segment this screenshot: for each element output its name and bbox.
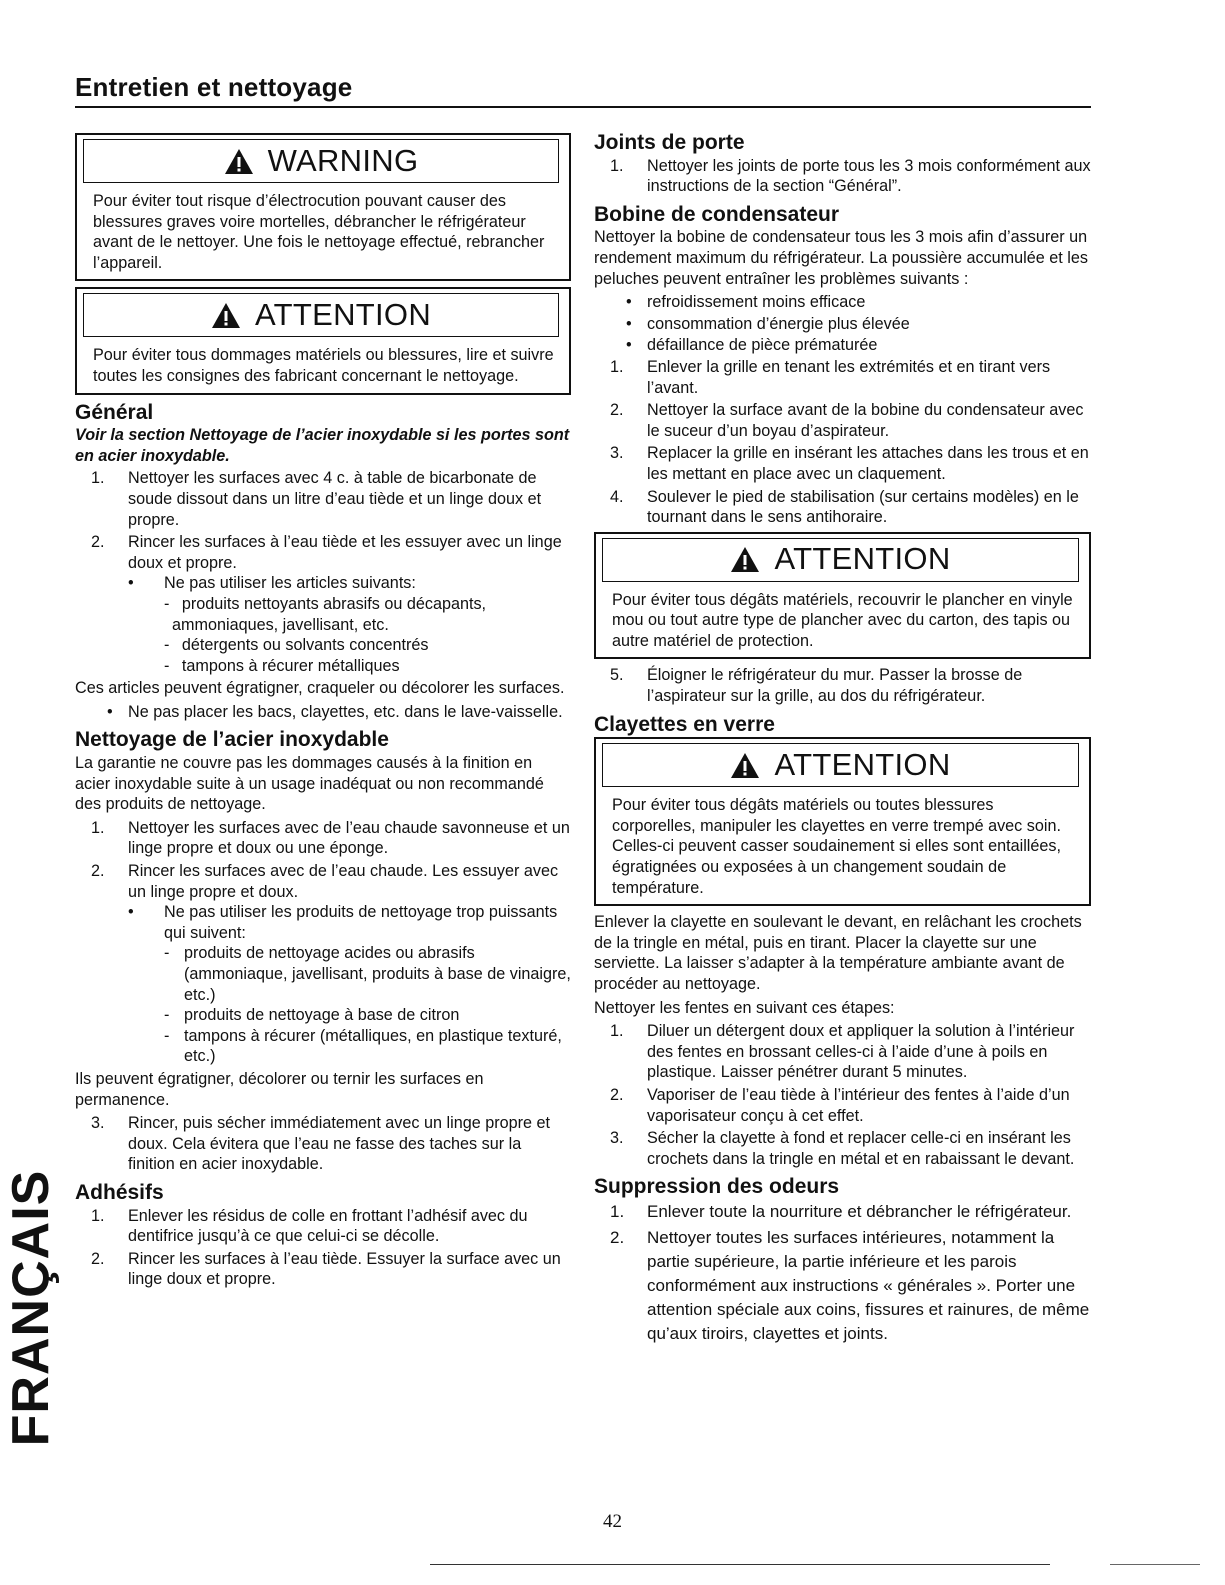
condenser-steps (594, 357, 1091, 528)
list-item (75, 468, 571, 530)
warning-text: Pour éviter tout risque d’électrocution pouvant causer des blessures graves voire mortelles, débrancher le réfrigérateur avant de le nettoyer. Une fois le nettoyage effectué, rebrancher l’appareil. (93, 192, 545, 272)
language-label: FRANÇAIS (2, 1169, 60, 1446)
glass-shelves-steps (594, 1021, 1091, 1169)
list-item (594, 487, 1091, 528)
dash-item: - tampons à récurer métalliques (164, 656, 571, 677)
dash-item: - produits de nettoyage à base de citron (164, 1005, 571, 1026)
warning-triangle-icon (730, 752, 760, 779)
attention-text: Pour éviter tous dégâts matériels, recouvrir le plancher en vinyle mou ou tout autre type de plancher avec du carton, des tapis ou autre matériel de protection. (612, 590, 1073, 650)
dash-item: - détergents ou solvants concentrés (164, 635, 571, 656)
step-number: 2. (610, 1227, 625, 1247)
step-number: 2. (610, 1085, 624, 1104)
attention-box-glass (594, 737, 1091, 906)
general-steps (75, 468, 571, 676)
section-heading-stainless: Nettoyage de l’acier inoxydable (75, 728, 389, 752)
step-text: Nettoyer les surfaces avec de l’eau chaude savonneuse et un linge propre et doux ou une éponge. (128, 818, 570, 858)
stainless-steps-continued (75, 1113, 571, 1175)
step-text: Nettoyer les joints de porte tous les 3 mois conformément aux instructions de la section “Général”. (647, 156, 1091, 196)
page-number: 42 (603, 1511, 622, 1532)
footer-mark (1110, 1564, 1200, 1565)
bullet-item: • défaillance de pièce prématurée (594, 335, 1091, 356)
attention-label: ATTENTION (774, 541, 951, 577)
list-item (594, 1200, 1091, 1224)
header-rule (75, 106, 1091, 108)
bullet-item (128, 573, 571, 676)
attention-text: Pour éviter tous dégâts matériels ou toutes blessures corporelles, manipuler les clayettes en verre trempé avec soin. Celles-ci peuvent casser soudainement si elles sont entaillées, égratignées ou exposées à un changement soudain de température. (612, 796, 1061, 897)
warning-triangle-icon (224, 148, 254, 175)
list-item (594, 665, 1091, 706)
step-text: Vaporiser de l’eau tiède à l’intérieur des fentes à l’aide d’un vaporisateur conçu à cet effet. (647, 1085, 1070, 1125)
step-text: Nettoyer toutes les surfaces intérieures, notamment la partie supérieure, la partie inférieure et les parois conformément aux instructions « générales ». Porter une attention spéciale aux coins, fissures et rainures, de même qu’aux tiroirs, clayettes et joints. (647, 1227, 1090, 1343)
list-item (75, 861, 571, 1067)
step-text: Replacer la grille en insérant les attaches dans les trous et en les mettant en place avec un claquement. (647, 444, 1089, 483)
step-number: 2. (91, 1249, 105, 1268)
step-text: Soulever le pied de stabilisation (sur certains modèles) en le tournant dans le sens antihoraire. (647, 487, 1079, 527)
section-heading-adhesives: Adhésifs (75, 1180, 164, 1204)
attention-box-floor (594, 532, 1091, 660)
list-item (75, 1113, 571, 1175)
page-title: Entretien et nettoyage (75, 72, 353, 102)
left-column (75, 133, 571, 1292)
glass-shelves-intro2: Nettoyer les fentes en suivant ces étapes: (594, 998, 895, 1017)
attention-label: ATTENTION (774, 746, 951, 782)
condenser-intro: Nettoyer la bobine de condensateur tous les 3 mois afin d’assurer un rendement maximum du réfrigérateur. La poussière accumulée et les peluches peuvent entraîner les problèmes suivants : (594, 228, 1088, 288)
step-number: 1. (610, 1201, 625, 1221)
warning-box-title (83, 139, 559, 183)
dash-item: - produits de nettoyage acides ou abrasifs (ammoniaque, javellisant, produits à base de vinaigre, etc.) (164, 943, 571, 1005)
list-item (594, 443, 1091, 484)
stainless-steps (75, 818, 571, 1067)
bullet-item (128, 902, 571, 1067)
page-header (75, 72, 1091, 103)
glass-shelves-intro: Enlever la clayette en soulevant le devant, en relâchant les crochets de la tringle en métal, puis en tirant. Placer la clayette sur une serviette. La laisser s’adapter à la température ambiante avant de procéder au nettoyage. (594, 913, 1082, 993)
step-text: Rincer les surfaces à l’eau tiède et les essuyer avec un linge doux et propre. (128, 533, 562, 572)
bullet-text: Ne pas utiliser les produits de nettoyage trop puissants qui suivent: (164, 903, 558, 942)
bullet-item: • refroidissement moins efficace (594, 292, 1091, 313)
stainless-intro: La garantie ne couvre pas les dommages causés à la finition en acier inoxydable suite à un usage inadéquat ou non recommandé des produits de nettoyage. (75, 754, 544, 814)
step-text: Diluer un détergent doux et appliquer la solution à l’intérieur des fentes en brossant celles-ci à l’aide d’une à poils en plastique. Laisser pénétrer durant 5 minutes. (647, 1022, 1075, 1082)
warning-triangle-icon (211, 302, 241, 329)
step-number: 1. (91, 1206, 105, 1225)
step-text: Enlever toute la nourriture et débrancher le réfrigérateur. (647, 1201, 1072, 1221)
step-number: 1. (610, 357, 624, 376)
step-number: 3. (610, 1129, 624, 1148)
step-text: Rincer les surfaces avec de l’eau chaude. Les essuyer avec un linge propre et doux. (128, 862, 559, 901)
step-text: Enlever la grille en tenant les extrémités et en tirant vers l’avant. (647, 357, 1051, 397)
step-number: 2. (91, 533, 105, 552)
door-seals-steps (594, 156, 1091, 197)
dash-item: - produits nettoyants abrasifs ou décapants, ammoniaques, javellisant, etc. (164, 594, 571, 635)
list-item (594, 1021, 1091, 1083)
section-heading-odors: Suppression des odeurs (594, 1175, 840, 1199)
step-number: 2. (91, 862, 105, 881)
warning-box (75, 133, 571, 281)
step-number: 1. (610, 156, 624, 175)
condenser-steps-continued (594, 665, 1091, 706)
step-number: 1. (91, 469, 105, 488)
attention-text: Pour éviter tous dommages matériels ou blessures, lire et suivre toutes les consignes des fabricant concernant le nettoyage. (93, 346, 554, 385)
section-heading-general: Général (75, 400, 154, 424)
step-text: Nettoyer les surfaces avec 4 c. à table de bicarbonate de soude dissout dans un litre d’eau tiède et un linge doux et propre. (128, 469, 542, 529)
step-number: 4. (610, 487, 624, 506)
section-heading-condenser: Bobine de condensateur (594, 202, 840, 226)
right-column (594, 133, 1091, 1348)
list-item (594, 1226, 1091, 1346)
list-item (594, 400, 1091, 441)
list-item (75, 1249, 571, 1290)
warning-label: WARNING (267, 142, 419, 178)
list-item (594, 1128, 1091, 1169)
attention-box-title (602, 538, 1079, 582)
step-text: Éloigner le réfrigérateur du mur. Passer la brosse de l’aspirateur sur la grille, au dos du réfrigérateur. (647, 666, 1023, 706)
step-text: Rincer, puis sécher immédiatement avec un linge propre et doux. Cela évitera que l’eau ne fasse des taches sur la finition en acier inoxydable. (128, 1114, 550, 1174)
step-number: 2. (610, 401, 624, 420)
general-after-text: Ces articles peuvent égratigner, craqueler ou décolorer les surfaces. (75, 679, 565, 698)
footer-rule (430, 1564, 1050, 1565)
section-heading-door-seals: Joints de porte (594, 131, 745, 154)
step-number: 3. (91, 1114, 105, 1133)
language-side-tab (2, 1169, 60, 1446)
step-number: 1. (610, 1022, 624, 1041)
step-number: 1. (91, 818, 105, 837)
attention-box-cleaning (75, 287, 571, 394)
bullet-text: Ne pas utiliser les articles suivants: (164, 574, 416, 593)
bullet-item: • consommation d’énergie plus élevée (594, 314, 1091, 335)
odors-steps (594, 1200, 1091, 1346)
stainless-after-text: Ils peuvent égratigner, décolorer ou ternir les surfaces en permanence. (75, 1069, 484, 1109)
section-heading-glass-shelves: Clayettes en verre (594, 712, 775, 736)
attention-label: ATTENTION (254, 297, 432, 333)
warning-triangle-icon (730, 546, 760, 573)
bullet-item: • Ne pas placer les bacs, clayettes, etc. dans le lave-vaisselle. (75, 702, 571, 723)
step-text: Sécher la clayette à fond et replacer celle-ci en insérant les crochets dans la tringle en métal et en rabaissant le devant. (647, 1129, 1075, 1168)
list-item (75, 818, 571, 859)
attention-box-title (602, 743, 1079, 787)
list-item (75, 532, 571, 676)
step-number: 5. (610, 666, 624, 685)
list-item (594, 357, 1091, 398)
dash-item: - tampons à récurer (métalliques, en plastique texturé, etc.) (164, 1026, 571, 1067)
step-text: Nettoyer la surface avant de la bobine du condensateur avec le suceur d’un boyau d’aspirateur. (647, 401, 1084, 440)
list-item (594, 156, 1091, 197)
list-item (594, 1085, 1091, 1126)
list-item (75, 1206, 571, 1247)
attention-box-title (83, 293, 559, 337)
step-text: Rincer les surfaces à l’eau tiède. Essuyer la surface avec un linge doux et propre. (128, 1249, 561, 1289)
step-text: Enlever les résidus de colle en frottant l’adhésif avec du dentifrice jusqu’à ce que celui-ci se décolle. (128, 1206, 528, 1246)
step-number: 3. (610, 444, 624, 463)
general-note: Voir la section Nettoyage de l’acier inoxydable si les portes sont en acier inoxydable. (75, 426, 570, 465)
adhesives-steps (75, 1206, 571, 1290)
